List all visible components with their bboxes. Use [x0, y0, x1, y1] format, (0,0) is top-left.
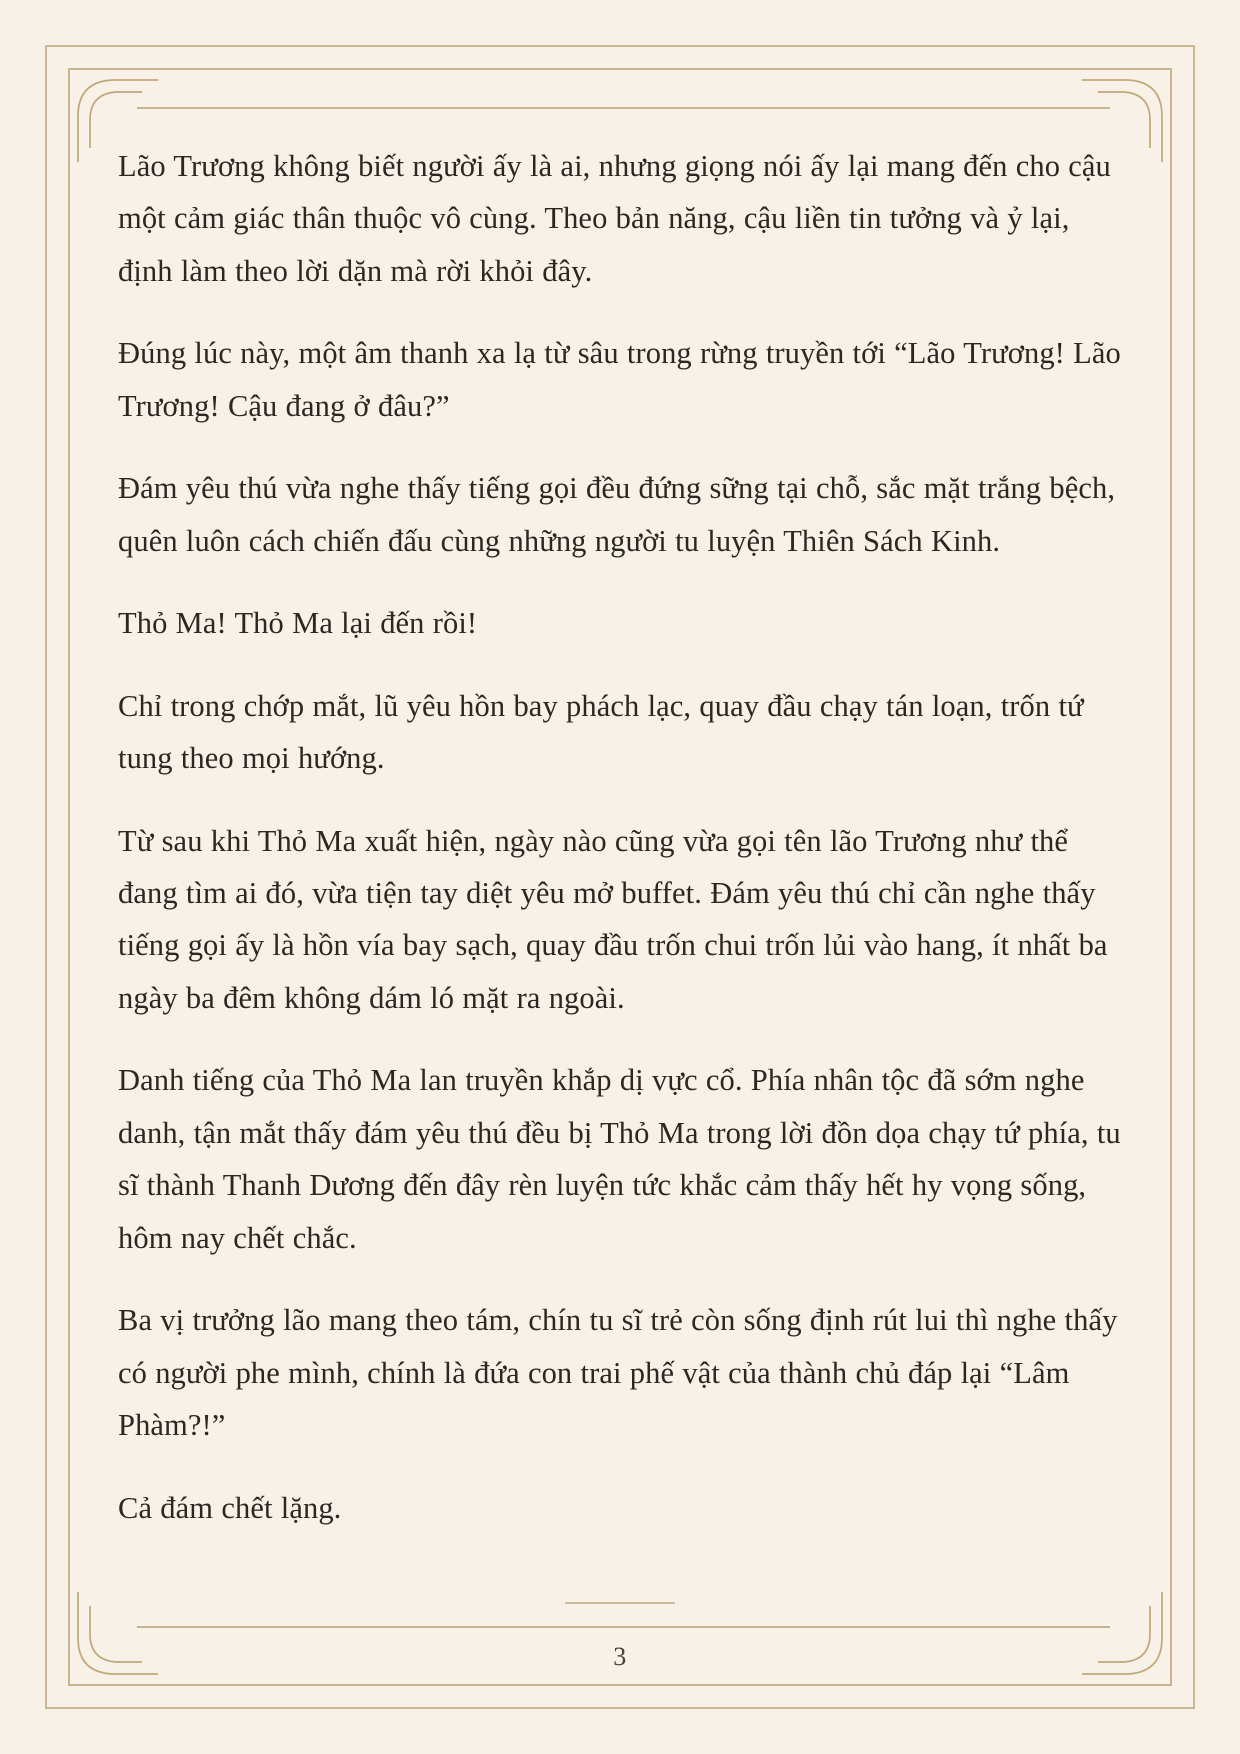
body-text — [118, 140, 1122, 1534]
paragraph: Lão Trương không biết người ấy là ai, nhưng giọng nói ấy lại mang đến cho cậu một cảm giác thân thuộc vô cùng. Theo bản năng, cậu liền tin tưởng và ỷ lại, định làm theo lời dặn mà rời khỏi đây. — [118, 149, 1111, 288]
page-number: 3 — [613, 1642, 627, 1671]
paragraph: Thỏ Ma! Thỏ Ma lại đến rồi! — [118, 606, 478, 641]
paragraph: Chỉ trong chớp mắt, lũ yêu hồn bay phách lạc, quay đầu chạy tán loạn, trốn tứ tung theo mọi hướng. — [118, 688, 1084, 776]
header-divider — [137, 107, 1110, 109]
footer-accent-divider — [565, 1602, 675, 1604]
paragraph: Từ sau khi Thỏ Ma xuất hiện, ngày nào cũng vừa gọi tên lão Trương như thể đang tìm ai đó, vừa tiện tay diệt yêu mở buffet. Đám yêu thú chỉ cần nghe thấy tiếng gọi ấy là hồn vía bay sạch, quay đầu trốn chui trốn lủi vào hang, ít nhất ba ngày ba đêm không dám ló mặt ra ngoài. — [118, 823, 1108, 1015]
paragraph: Cả đám chết lặng. — [118, 1490, 342, 1525]
paragraph: Đám yêu thú vừa nghe thấy tiếng gọi đều đứng sững tại chỗ, sắc mặt trắng bệch, quên luôn cách chiến đấu cùng những người tu luyện Thiên Sách Kinh. — [118, 471, 1116, 558]
paragraph: Ba vị trưởng lão mang theo tám, chín tu sĩ trẻ còn sống định rút lui thì nghe thấy có người phe mình, chính là đứa con trai phế vật của thành chủ đáp lại “Lâm Phàm?!” — [118, 1303, 1118, 1443]
footer-divider — [137, 1626, 1110, 1628]
paragraph: Đúng lúc này, một âm thanh xa lạ từ sâu trong rừng truyền tới “Lão Trương! Lão Trương! Cậu đang ở đâu?” — [118, 336, 1121, 423]
paragraph: Danh tiếng của Thỏ Ma lan truyền khắp dị vực cổ. Phía nhân tộc đã sớm nghe danh, tận mắt thấy đám yêu thú đều bị Thỏ Ma trong lời đồn dọa chạy tứ phía, tu sĩ thành Thanh Dương đến đây rèn luyện tức khắc cảm thấy hết hy vọng sống, hôm nay chết chắc. — [118, 1063, 1121, 1255]
